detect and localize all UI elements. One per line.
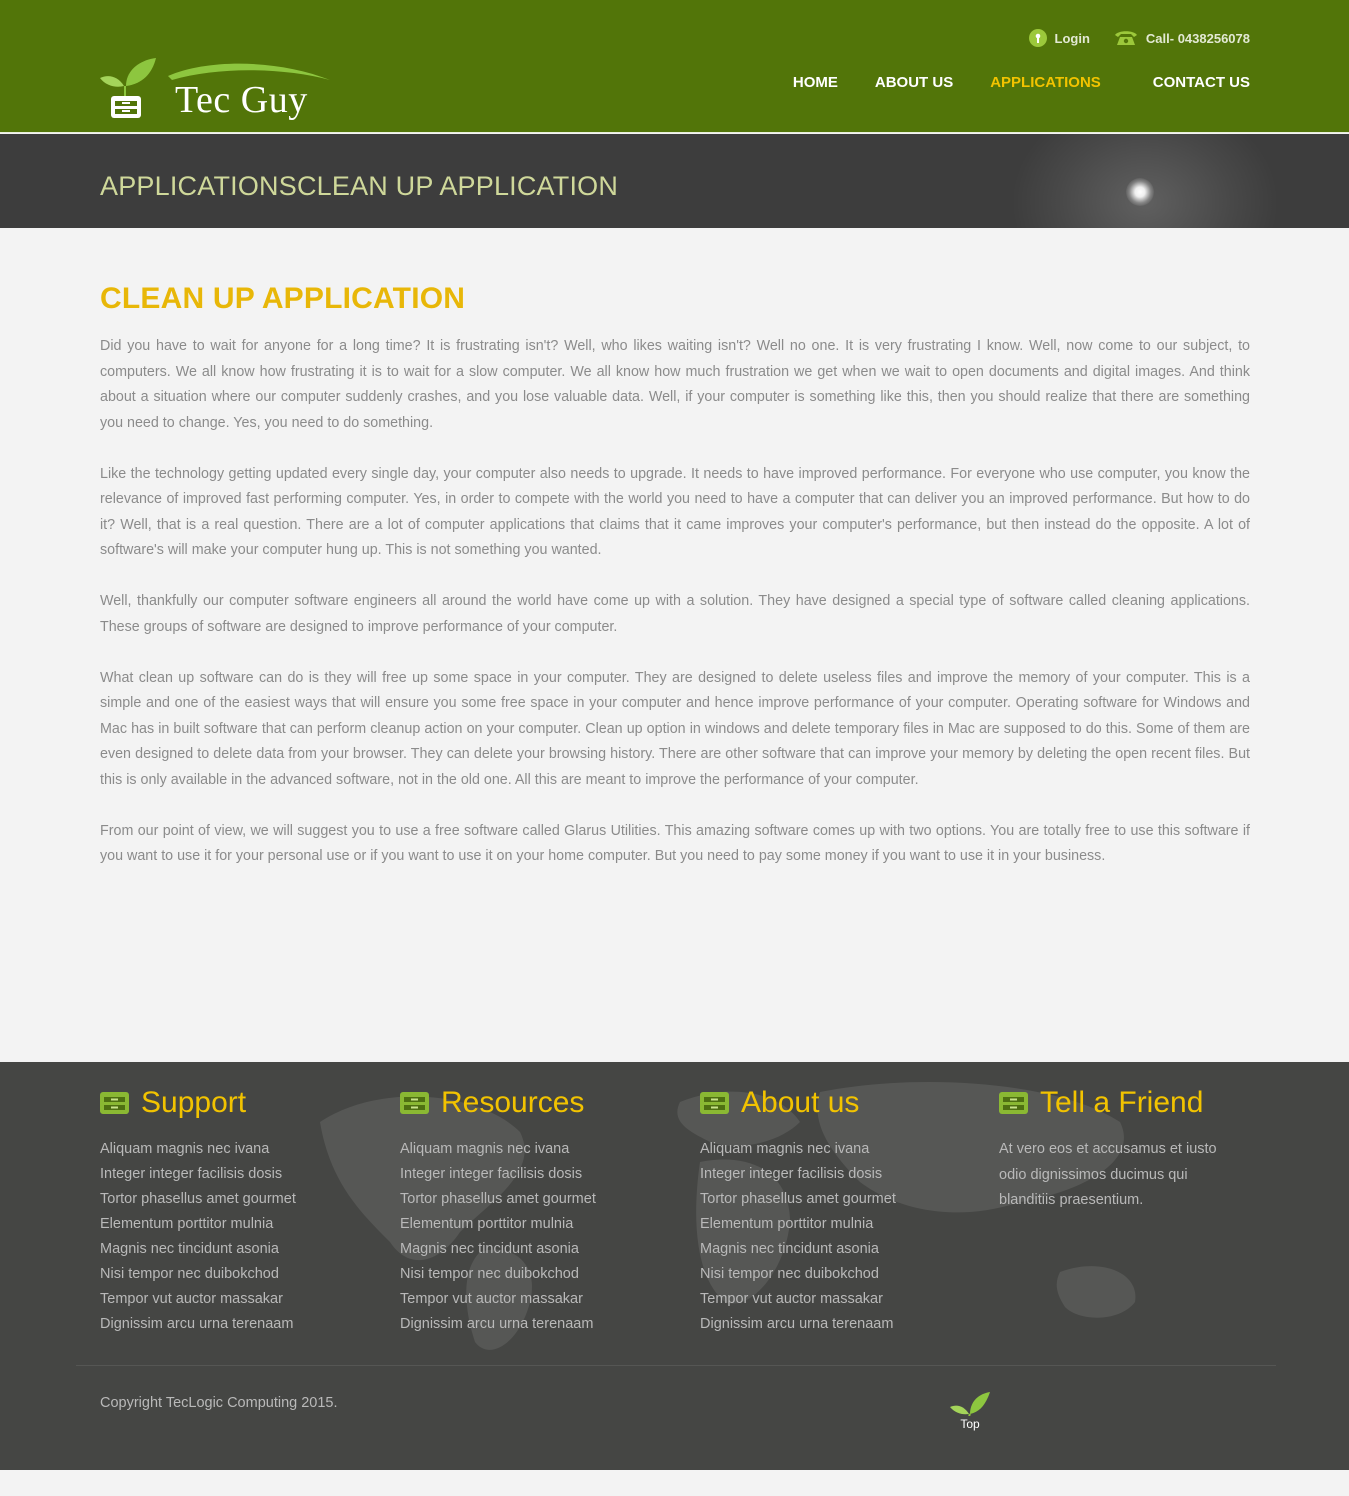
footer-link[interactable]: Tortor phasellus amet gourmet — [700, 1191, 896, 1207]
page-title: CLEAN UP APPLICATION — [100, 282, 466, 315]
footer-link[interactable]: Aliquam magnis nec ivana — [400, 1141, 570, 1157]
main-content — [100, 282, 1250, 895]
nav-contact-us[interactable]: CONTACT US — [1152, 74, 1250, 91]
footer-link[interactable]: Tortor phasellus amet gourmet — [100, 1191, 296, 1207]
footer-link-list — [700, 1137, 970, 1337]
footer-link[interactable]: Tempor vut auctor massakar — [100, 1291, 283, 1307]
footer-col-title: Support — [141, 1086, 247, 1119]
breadcrumb-title: APPLICATIONSCLEAN UP APPLICATION — [100, 171, 619, 201]
footer-col-head — [400, 1086, 670, 1120]
site-logo[interactable] — [100, 56, 340, 128]
main-nav — [793, 74, 1250, 91]
login-link[interactable] — [1029, 29, 1090, 47]
footer-link[interactable]: Integer integer facilisis dosis — [400, 1166, 583, 1182]
footer-col-tell-a-friend — [999, 1086, 1269, 1214]
drawer-icon — [400, 1092, 429, 1114]
nav-about-us[interactable]: ABOUT US — [874, 74, 954, 91]
footer-link[interactable]: Dignissim arcu urna terenaam — [100, 1316, 294, 1332]
footer-col-title: About us — [741, 1086, 860, 1119]
footer-link[interactable]: Integer integer facilisis dosis — [100, 1166, 283, 1182]
paragraph-2: Like the technology getting updated every single day, your computer also needs to upgrade. It needs to have improved performance. For everyone who use computer, you know the relevance of improved fast performing computer. Yes, in order to compete with the world you need to have a computer that can deliver you an improved performance. But how to do it? Well, that is a real question. There are a lot of computer applications that claims that it came improves your computer's performance, but then instead do the opposite. A lot of software's will make your computer hung up. This is not something you wanted. — [100, 465, 1250, 558]
back-to-top-label: Top — [960, 1417, 980, 1431]
footer-divider — [76, 1365, 1276, 1366]
footer-col-resources — [400, 1086, 670, 1337]
logo-text: Tec Guy — [175, 79, 308, 121]
key-icon — [1029, 29, 1047, 47]
footer-link[interactable]: Elementum porttitor mulnia — [100, 1216, 274, 1232]
paragraph-4: What clean up software can do is they will free up some space in your computer. They are designed to delete useless files and improve the memory of your computer. This is a simple and one of the easiest ways that will ensure you some free space in your computer and hence improve performance of your computer. Operating software for Windows and Mac has in built software that can perform cleanup action on your computer. Clean up option in windows and delete temporary files in Mac are supposed to do this. Some of them are even designed to delete data from your browser. They can delete your browsing history. There are other software that can improve your memory by deleting the open recent files. But this is only available in the advanced software, not in the old one. All this are meant to improve the performance of your computer. — [100, 669, 1250, 788]
footer-link[interactable]: Magnis nec tincidunt asonia — [100, 1241, 279, 1257]
footer-link[interactable]: Aliquam magnis nec ivana — [100, 1141, 270, 1157]
page-banner — [0, 134, 1349, 228]
back-to-top-button[interactable] — [948, 1392, 992, 1431]
call-label: Call- 0438256078 — [1145, 30, 1250, 46]
footer-col-head — [100, 1086, 370, 1120]
nav-home[interactable]: HOME — [792, 74, 838, 91]
footer-link-list — [400, 1137, 670, 1337]
footer-link[interactable]: Magnis nec tincidunt asonia — [400, 1241, 579, 1257]
login-label: Login — [1054, 30, 1090, 46]
copyright-text: Copyright TecLogic Computing 2015. — [100, 1395, 338, 1411]
drawer-icon — [700, 1092, 729, 1114]
footer-link[interactable]: Elementum porttitor mulnia — [400, 1216, 574, 1232]
footer-link[interactable]: Magnis nec tincidunt asonia — [700, 1241, 879, 1257]
top-leaf-icon — [950, 1392, 990, 1416]
paragraph-3: Well, thankfully our computer software engineers all around the world have come up with a solution. They have designed a special type of software called cleaning applications. These groups of software are designed to improve performance of your computer. — [100, 593, 1250, 635]
footer-link[interactable]: Tempor vut auctor massakar — [400, 1291, 583, 1307]
footer-link[interactable]: Elementum porttitor mulnia — [700, 1216, 874, 1232]
footer-col-title: Tell a Friend — [1040, 1086, 1204, 1119]
footer-link[interactable]: Nisi tempor nec duibokchod — [100, 1266, 279, 1282]
footer-col-head — [999, 1086, 1269, 1120]
footer-link[interactable]: Nisi tempor nec duibokchod — [400, 1266, 579, 1282]
footer-link[interactable]: Tempor vut auctor massakar — [700, 1291, 883, 1307]
nav-applications[interactable]: APPLICATIONS — [990, 74, 1101, 91]
top-links — [1029, 29, 1250, 47]
phone-icon — [1114, 30, 1138, 46]
footer-col-support — [100, 1086, 370, 1337]
footer-link-list — [100, 1137, 370, 1337]
paragraph-5: From our point of view, we will suggest you to use a free software called Glarus Utilities. This amazing software comes up with two options. You are totally free to use this software if you want to use it for your personal use or if you want to use it on your home computer. But you need to pay some money if you want to use it in your business. — [100, 822, 1250, 864]
footer-link[interactable]: Integer integer facilisis dosis — [700, 1166, 883, 1182]
drawer-icon — [100, 1092, 129, 1114]
site-footer — [0, 1062, 1349, 1470]
footer-link[interactable]: Nisi tempor nec duibokchod — [700, 1266, 879, 1282]
footer-link[interactable]: Dignissim arcu urna terenaam — [700, 1316, 894, 1332]
footer-col-about-us — [700, 1086, 970, 1337]
banner-sparkle — [1126, 178, 1154, 206]
footer-col-head — [700, 1086, 970, 1120]
footer-link[interactable]: Dignissim arcu urna terenaam — [400, 1316, 594, 1332]
site-header — [0, 0, 1349, 133]
footer-link[interactable]: Aliquam magnis nec ivana — [700, 1141, 870, 1157]
tell-a-friend-text: At vero eos et accusamus et iusto odio dignissimos ducimus qui blanditiis praesentium. — [999, 1141, 1217, 1208]
drawer-icon — [999, 1092, 1028, 1114]
footer-col-title: Resources — [441, 1086, 585, 1119]
call-link[interactable] — [1114, 30, 1250, 46]
paragraph-1: Did you have to wait for anyone for a long time? It is frustrating isn't? Well, who likes waiting isn't? Well no one. It is very frustrating I know. Well, now come to our subject, to computers. We all know how frustrating it is to wait for a slow computer. We all know how much frustration we get when we wait to open documents and digital images. And think about a situation where our computer suddenly crashes, and you lose valuable data. Well, if your computer is something like this, then you should realize that there are something you need to change. Yes, you need to do something. — [100, 338, 1250, 431]
footer-link[interactable]: Tortor phasellus amet gourmet — [400, 1191, 596, 1207]
